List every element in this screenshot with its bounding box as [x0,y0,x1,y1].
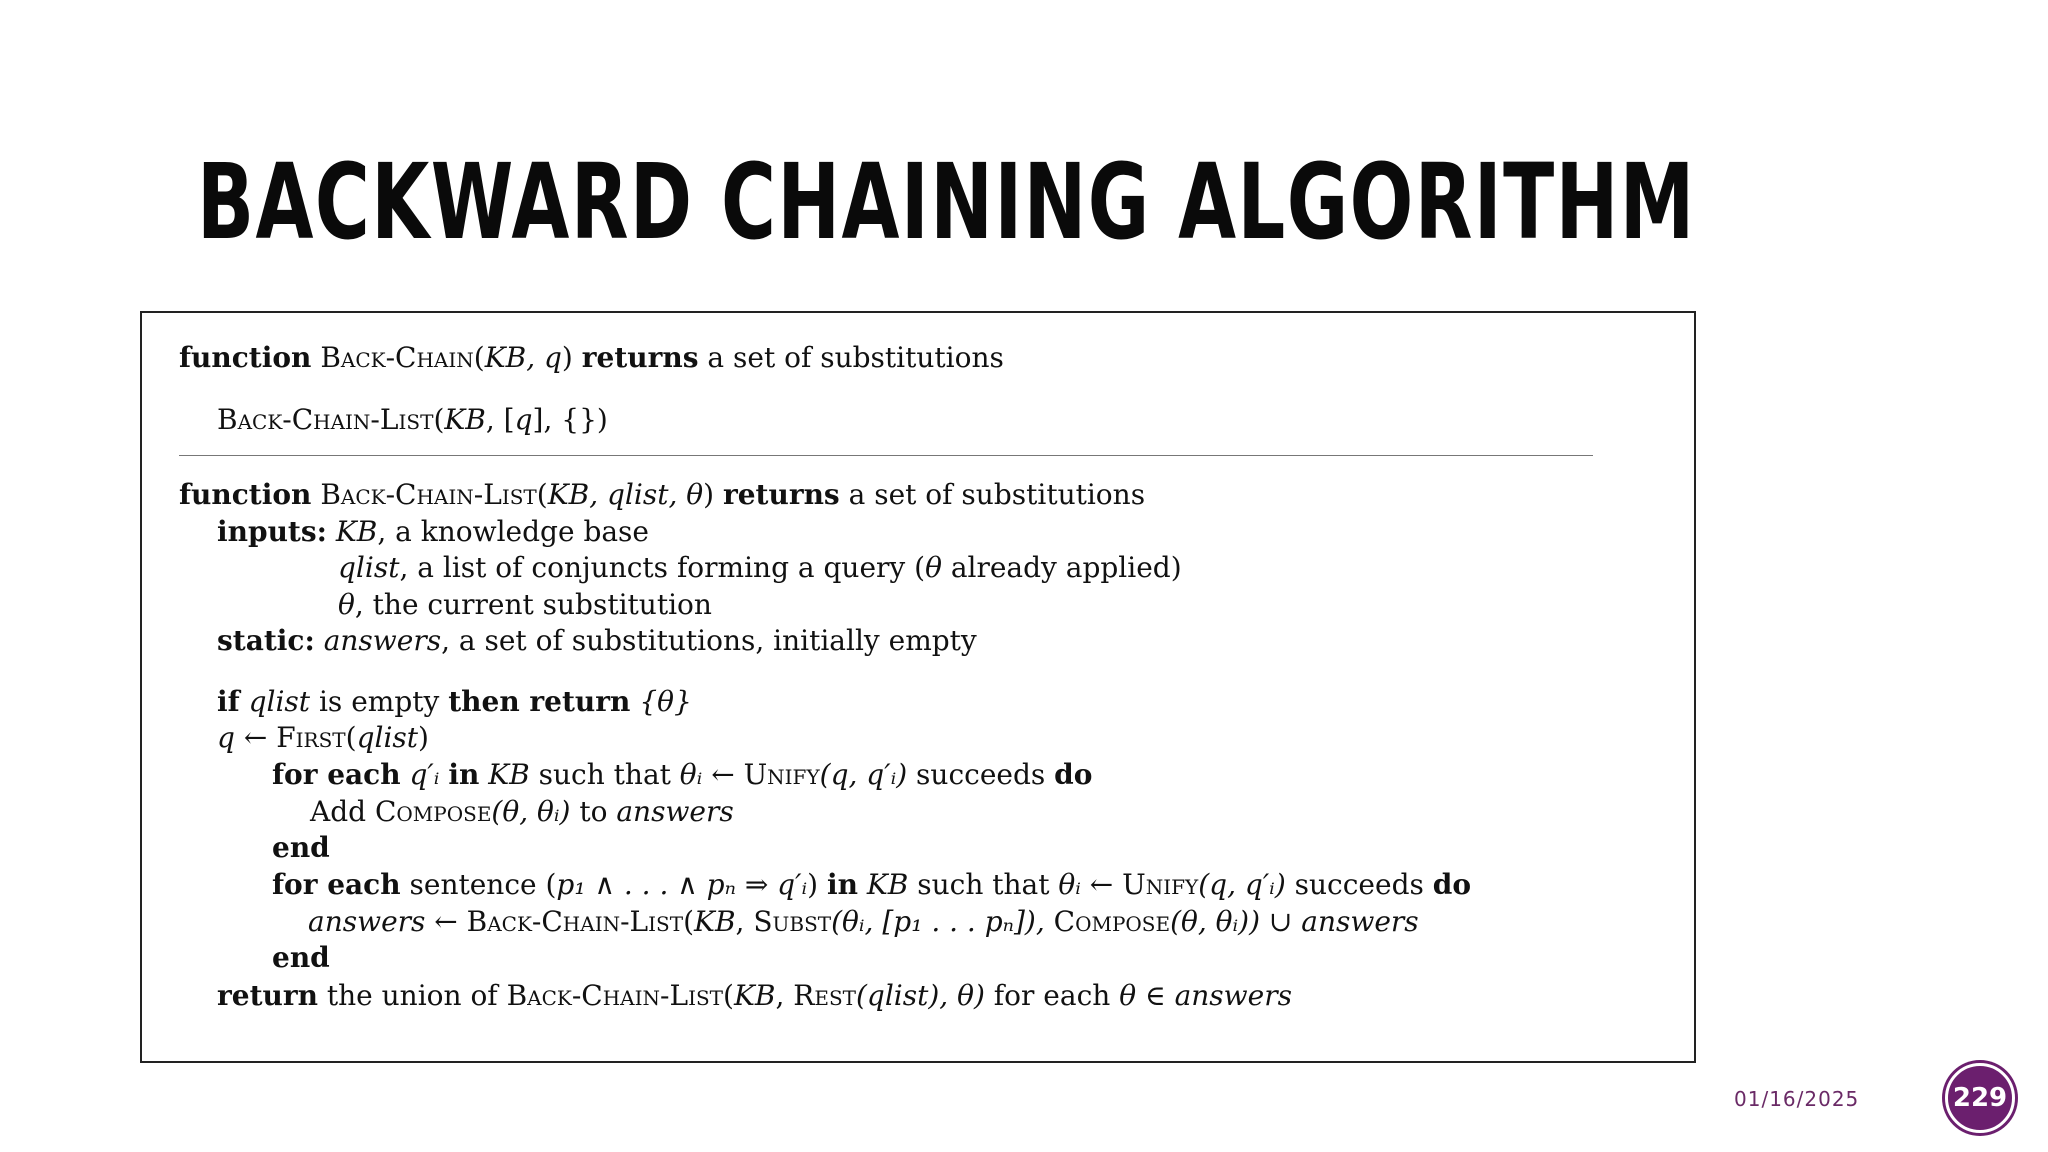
param: q [217,721,235,754]
function-name: Back-Chain-List [466,905,684,938]
text: , the current substitution [354,588,712,621]
algo-line-5 [338,551,1182,585]
section-divider [179,455,1593,456]
function-name: Back-Chain-List [320,478,537,511]
params: KB, q [484,341,562,374]
keyword: do [1054,758,1093,791]
keyword: for each [272,868,401,901]
text: ], {}) [532,403,608,436]
keyword: returns [722,478,840,511]
text: such that [917,868,1050,901]
text: succeeds [916,758,1046,791]
function-name: Unify [743,758,820,791]
keyword: if [217,685,240,718]
text: , a set of substitutions, initially empty [441,624,977,657]
keyword: in [448,758,480,791]
params: (q, q′ᵢ) [1198,868,1286,901]
keyword: in [826,868,858,901]
function-name: Subst [753,905,832,938]
text: ) [561,341,573,374]
text: ← [234,721,277,754]
param: answers [1301,905,1419,938]
keyword: do [1432,868,1472,901]
algo-line-7 [217,624,977,658]
keyword: inputs: [217,515,327,548]
param: θᵢ [679,758,703,791]
text: ( [345,721,357,754]
algo-line-11 [310,795,734,829]
param: q′ᵢ [409,758,440,791]
text: , a list of conjuncts forming a query ( [399,551,926,584]
param: θ [925,551,942,584]
param: θᵢ [1058,868,1081,901]
text: ) [807,868,819,901]
function-name: Back-Chain [320,341,474,374]
text: a set of substitutions [848,478,1146,511]
algo-line-6 [338,588,712,622]
text: , [735,905,754,938]
slide-date: 01/16/2025 [1734,1087,1860,1111]
algo-line-3 [179,478,1145,512]
algo-line-12 [272,831,330,865]
keyword: returns [581,341,699,374]
function-name: Back-Chain-List [506,979,724,1012]
text: a set of substitutions [707,341,1004,374]
text: ( [536,478,548,511]
params: (qlist), θ) [856,979,985,1012]
text: ) [703,478,715,511]
text: , [ [485,403,515,436]
param: answers [323,624,442,657]
algo-line-16 [217,979,1292,1013]
algo-line-1 [179,341,1004,375]
text: such that [538,758,671,791]
algo-line-2 [217,403,608,437]
param: answers [616,795,734,828]
text: ← [425,905,467,938]
text: , [775,979,794,1012]
keyword: function [179,478,312,511]
function-name: Unify [1122,868,1199,901]
text: for each [993,979,1111,1012]
param: KB [866,868,909,901]
params: p₁ ∧ . . . ∧ pₙ ⇒ q′ᵢ [556,868,808,901]
function-name: Compose [374,795,492,828]
keyword: then return [448,685,631,718]
param: qlist [356,721,419,754]
algo-line-10 [272,758,1092,792]
text: already applied) [941,551,1182,584]
param: KB [488,758,530,791]
params: (q, q′ᵢ) [819,758,908,791]
keyword: static: [217,624,315,657]
page-number-badge [1945,1063,2015,1133]
text: ← [702,758,744,791]
text: ( [473,341,485,374]
text: to [570,795,617,828]
algo-line-4 [217,515,649,549]
text: succeeds [1294,868,1424,901]
algo-line-14 [308,905,1419,939]
param: {θ} [639,685,692,718]
keyword: end [272,941,330,974]
page-number: 229 [1952,1083,2008,1113]
text: ( [683,905,695,938]
algo-line-9 [217,721,429,755]
text: , a knowledge base [377,515,649,548]
function-name: First [276,721,346,754]
param: qlist [248,685,311,718]
text: ) [418,721,429,754]
param: KB [444,403,486,436]
function-name: Compose [1053,905,1171,938]
text: ← [1080,868,1123,901]
slide-title: BACKWARD CHAINING ALGORITHM [197,141,1696,263]
keyword: function [179,341,312,374]
param: q [514,403,533,436]
algo-line-15 [272,941,330,975]
param: KB [335,515,378,548]
algo-line-8 [217,685,692,719]
keyword: for each [272,758,401,791]
param: θ ∈ answers [1119,979,1292,1012]
algorithm-box [140,311,1696,1063]
text: is empty [318,685,440,718]
param: KB [694,905,736,938]
params: (θᵢ, [p₁ . . . pₙ]), [831,905,1054,938]
param: qlist [338,551,400,584]
param: KB [733,979,776,1012]
param: θ [338,588,355,621]
text: Add [310,795,375,828]
params: (θ, θᵢ)) ∪ [1170,905,1302,938]
algo-line-13 [272,868,1471,902]
keyword: end [272,831,330,864]
param: answers [308,905,426,938]
text: ( [723,979,734,1012]
text: the union of [326,979,498,1012]
text: sentence ( [409,868,557,901]
function-name: Back-Chain-List [217,403,434,436]
params: (θ, θᵢ) [491,795,571,828]
keyword: return [217,979,318,1012]
text: ( [433,403,445,436]
params: KB, qlist, θ [547,478,704,511]
function-name: Rest [793,979,856,1012]
